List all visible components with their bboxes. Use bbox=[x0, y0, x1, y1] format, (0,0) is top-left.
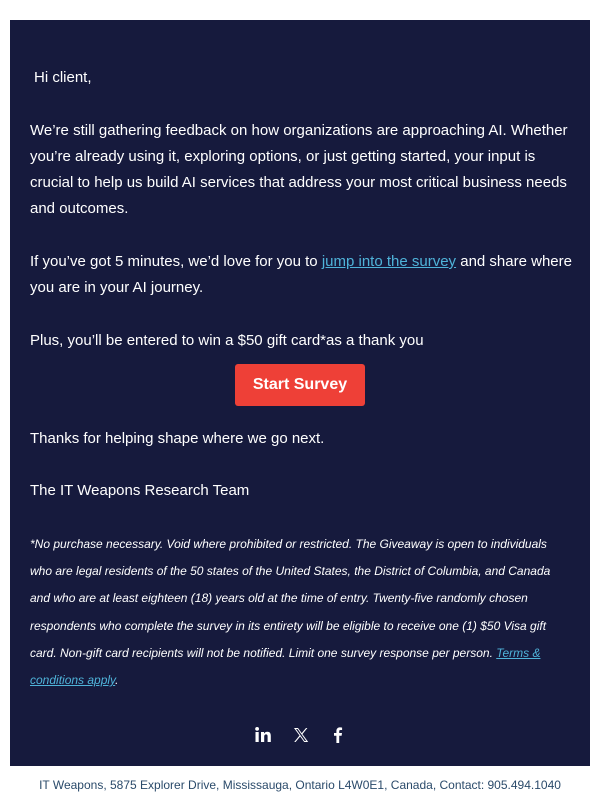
disclaimer-text: *No purchase necessary. Void where prohibited or restricted. The Giveaway is open to individuals who are legal residents of the 50 states of the United States, the District of Columbia, and Canada and who are at least eighteen (18) years old at the time of entry. Twenty-five randomly chosen respondents who complete the survey in its entirety will be eligible to receive one (1) $50 Visa gift card. Non-gift card recipients will not be notified. Limit one survey response per person. bbox=[30, 537, 551, 660]
signature: The IT Weapons Research Team bbox=[30, 482, 250, 499]
thanks-text: Thanks for helping shape where we go next. bbox=[30, 430, 325, 447]
social-links bbox=[10, 725, 590, 745]
email-card bbox=[10, 20, 590, 766]
greeting: Hi client, bbox=[34, 69, 92, 86]
giftcard-paragraph: Plus, you’ll be entered to win a $50 gift card*as a thank you bbox=[30, 332, 424, 349]
intro-paragraph: We’re still gathering feedback on how organizations are approaching AI. Whether you’re already using it, exploring options, or just getting started, your input is crucial to help us build AI services that address your most critical business needs and outcomes. bbox=[30, 122, 568, 217]
disclaimer bbox=[30, 531, 560, 694]
footer-address: IT Weapons, 5875 Explorer Drive, Mississauga, Ontario L4W0E1, Canada, Contact: 905.494.1040 bbox=[39, 778, 561, 792]
survey-link[interactable]: jump into the survey bbox=[321, 253, 457, 270]
terms-link[interactable]: Terms & conditions apply bbox=[30, 645, 541, 688]
survey-paragraph bbox=[30, 249, 575, 301]
linkedin-icon[interactable] bbox=[253, 725, 273, 745]
disclaimer-end: . bbox=[115, 673, 119, 688]
start-survey-button[interactable]: Start Survey bbox=[235, 364, 365, 406]
survey-text-before: If you’ve got 5 minutes, we’d love for you to bbox=[30, 253, 322, 270]
survey-text-after: and share where you are in your AI journey. bbox=[30, 253, 572, 296]
facebook-icon[interactable] bbox=[328, 725, 348, 745]
x-icon[interactable] bbox=[291, 725, 311, 745]
